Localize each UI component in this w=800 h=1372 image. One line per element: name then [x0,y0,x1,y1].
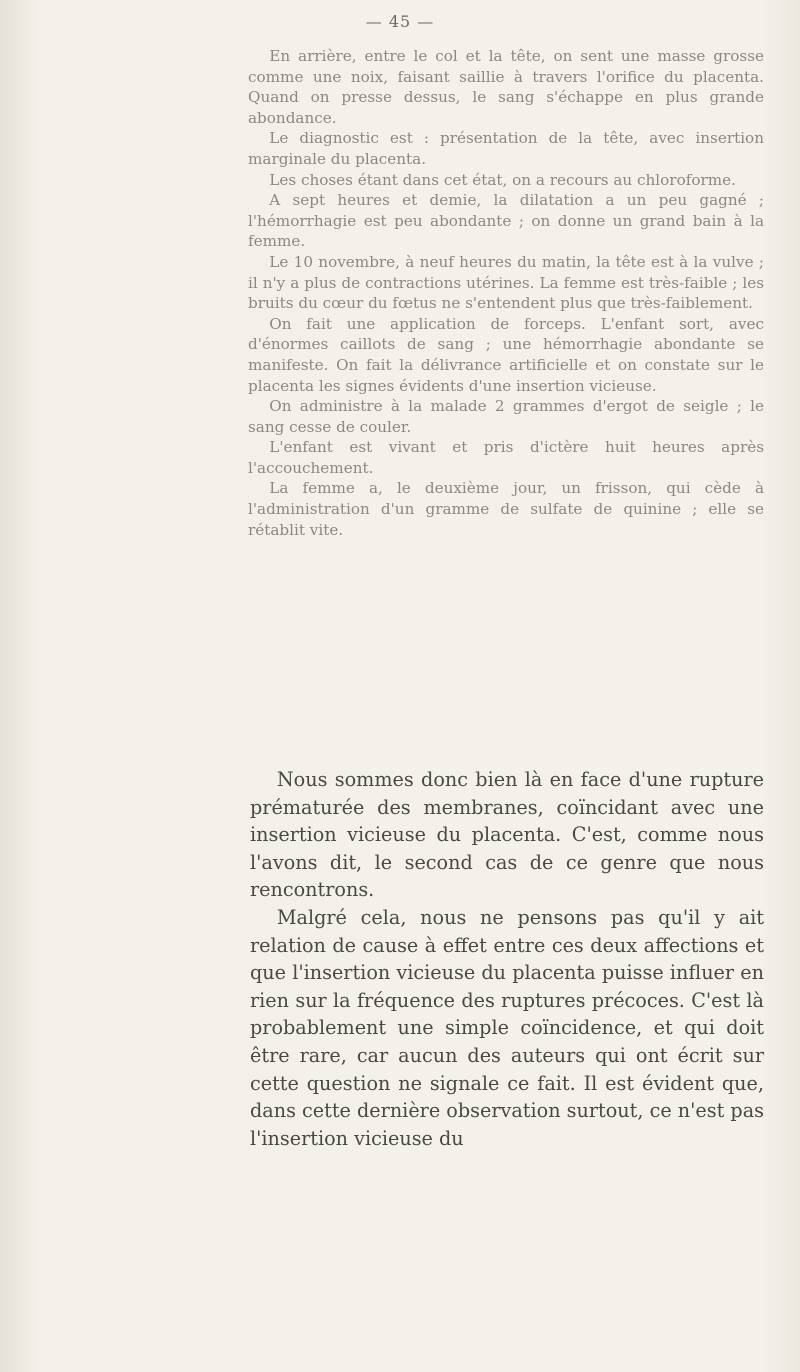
paragraph: Les choses étant dans cet état, on a recours au chloroforme. [269,170,736,189]
page-number: — 45 — [365,12,435,31]
paragraph: Le 10 novembre, à neuf heures du matin, la tête est à la vulve ; il n'y a plus de contractions utérines. La femme est très-faible ; les bruits du cœur du fœtus ne s'entendent plus que très-faiblement. [248,252,764,313]
clinical-observation-text [248,46,764,540]
paragraph: En arrière, entre le col et la tête, on sent une masse grosse comme une noix, faisant saillie à travers l'orifice du placenta. Quand on presse dessus, le sang s'échappe en plus grande abondance. [248,47,764,127]
paragraph: La femme a, le deuxième jour, un frisson, qui cède à l'administration d'un gramme de sulfate de quinine ; elle se rétablit vite. [248,479,764,539]
paragraph: A sept heures et demie, la dilatation a un peu gagné ; l'hémorrhagie est peu abondante ; on donne un grand bain à la femme. [248,191,764,251]
paragraph: L'enfant est vivant et pris d'ictère huit heures après l'accouchement. [248,438,764,477]
paragraph: Malgré cela, nous ne pensons pas qu'il y ait relation de cause à effet entre ces deux affections et que l'insertion vicieuse du placenta puisse influer en rien sur la fréquence des ruptures précoces. C'est là probablement une simple coïncidence, et qui doit être rare, car aucun des auteurs qui ont écrit sur cette question ne signale ce fait. Il est évident que, dans cette dernière observation surtout, ce n'est pas l'insertion vicieuse du [250,905,764,1150]
paragraph: On administre à la malade 2 grammes d'ergot de seigle ; le sang cesse de couler. [248,397,764,436]
paragraph: Nous sommes donc bien là en face d'une rupture prématurée des membranes, coïncidant avec une insertion vicieuse du placenta. C'est, comme nous l'avons dit, le second cas de ce genre que nous rencontrons. [250,768,764,902]
commentary-text [250,766,764,1152]
paragraph: Le diagnostic est : présentation de la tête, avec insertion marginale du placenta. [248,129,764,168]
paragraph: On fait une application de forceps. L'enfant sort, avec d'énormes caillots de sang ; une hémorrhagie abondante se manifeste. On fait la délivrance artificielle et on constate sur le placenta les signes évidents d'une insertion vicieuse. [248,314,764,395]
